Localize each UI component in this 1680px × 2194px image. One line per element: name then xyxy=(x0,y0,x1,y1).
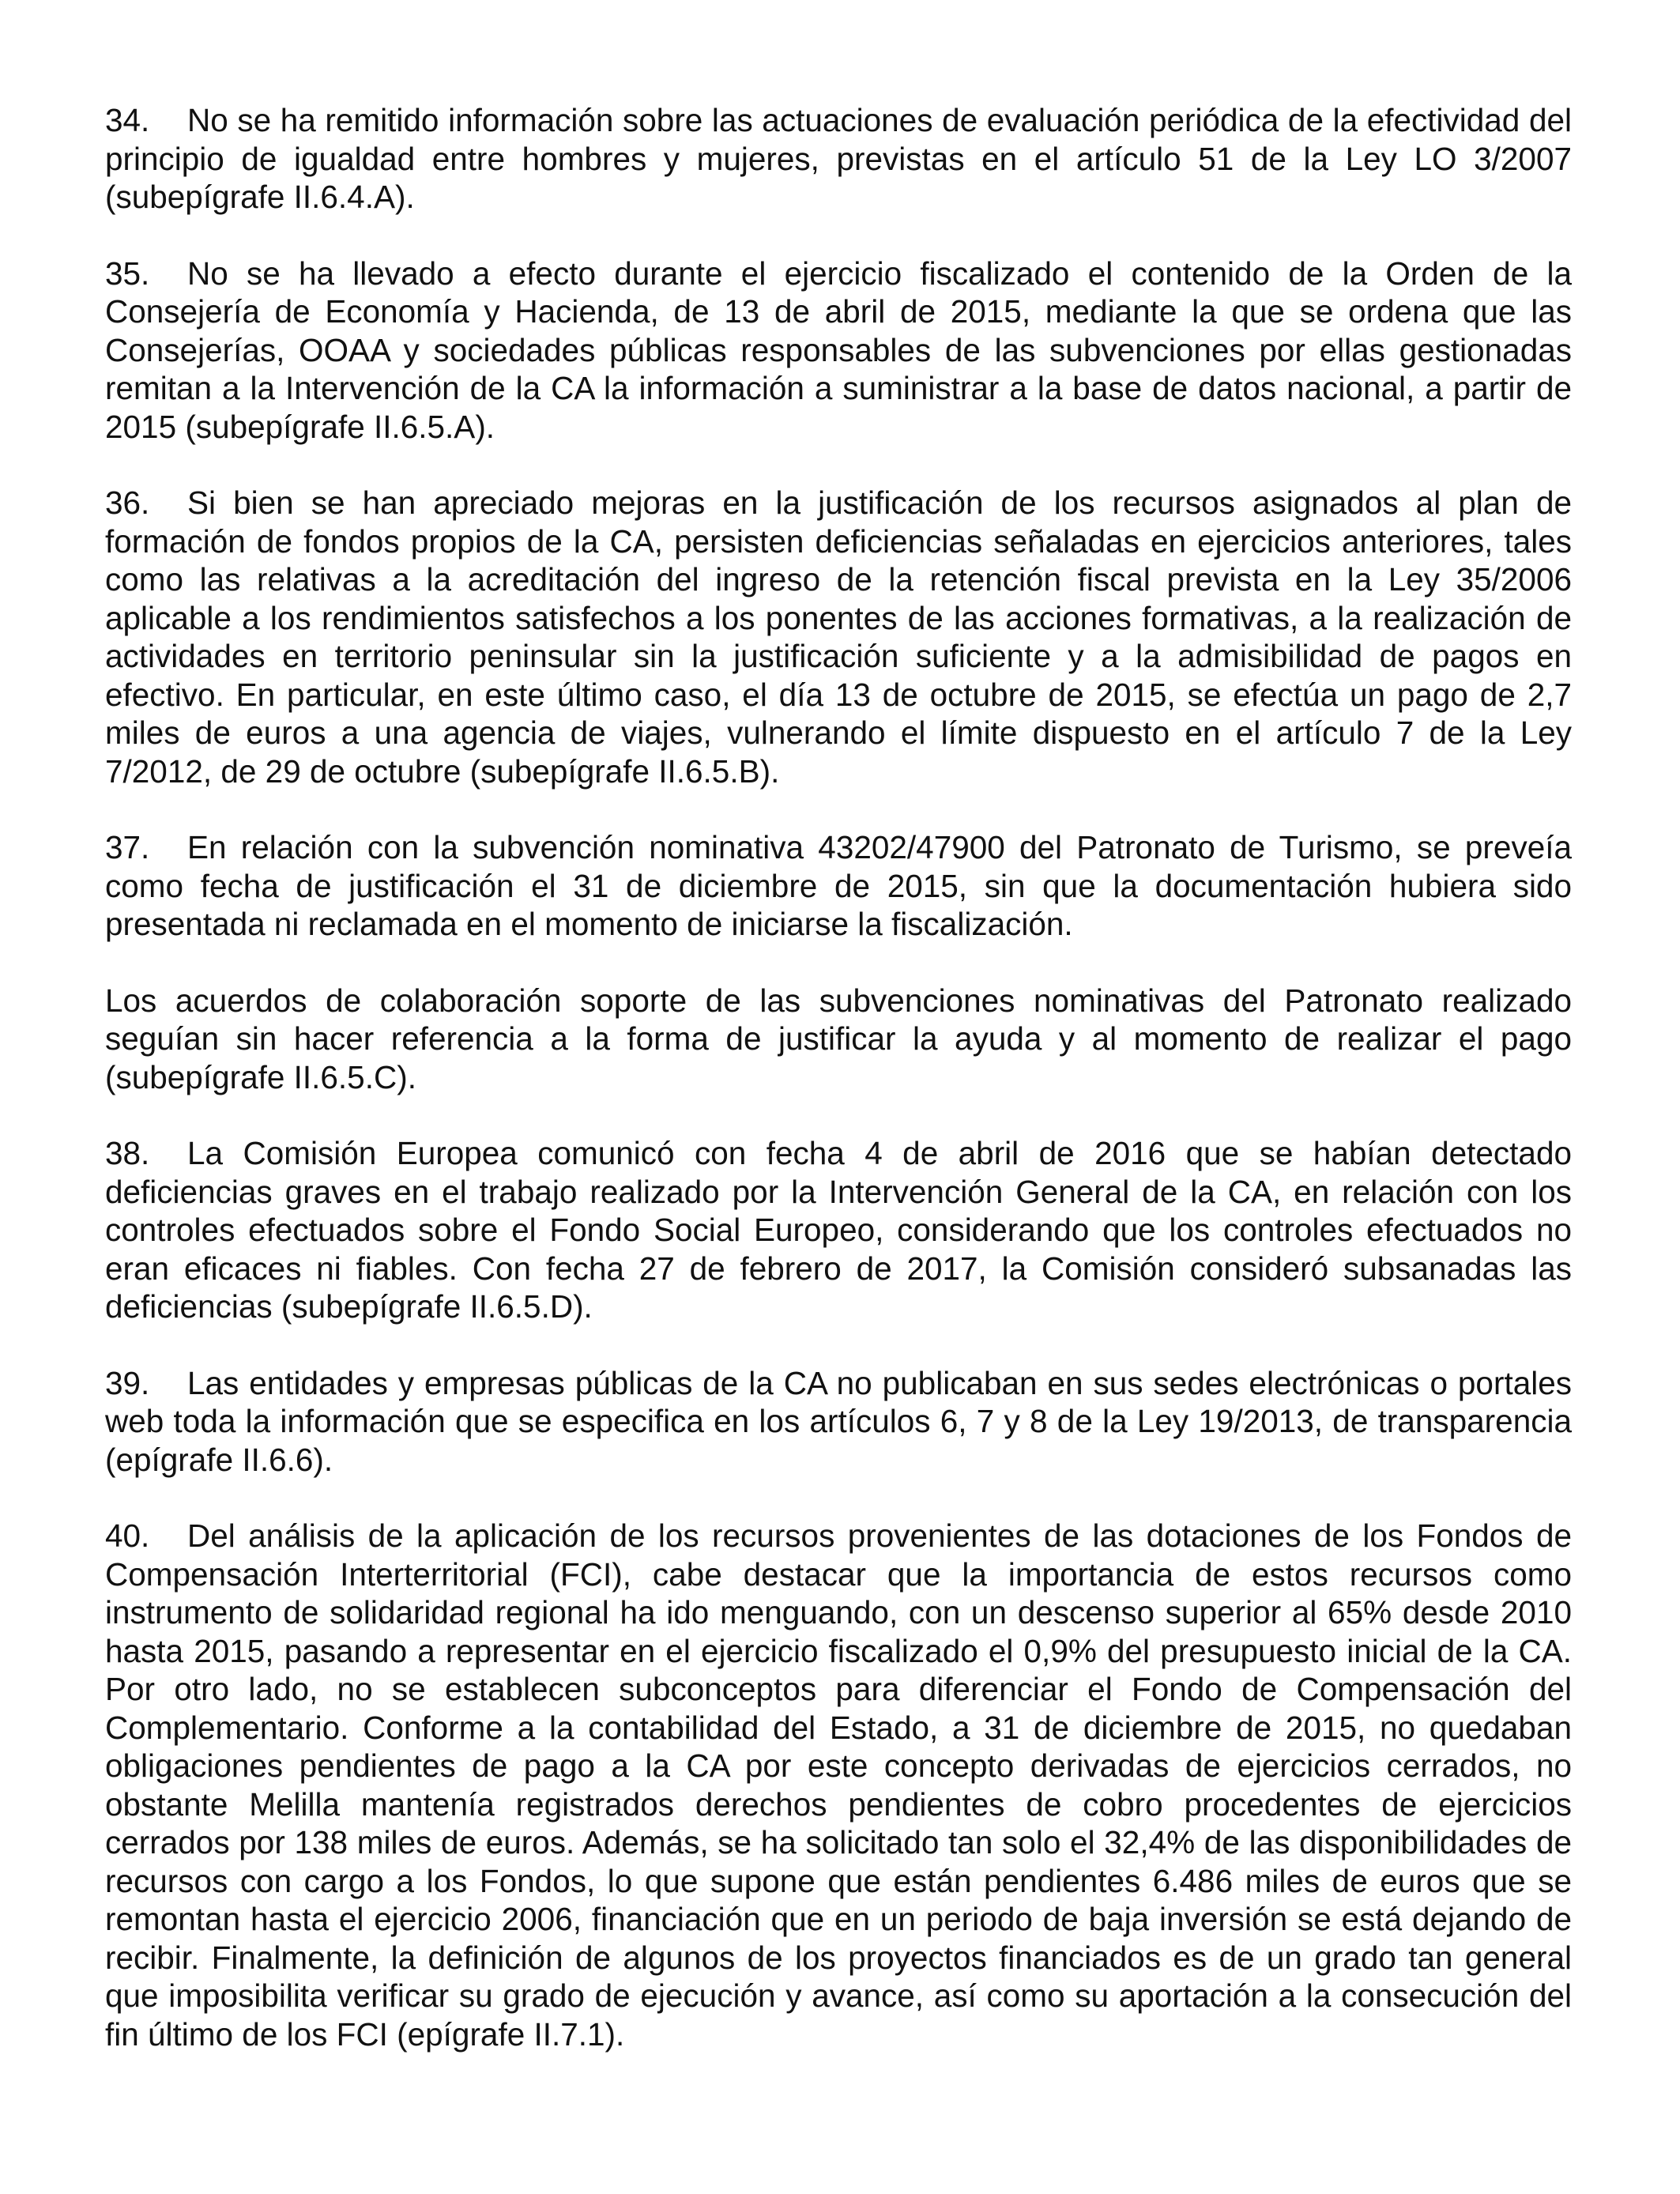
paragraph-text: Del análisis de la aplicación de los recursos provenientes de las dotaciones de los Fondos de Compensación Interterritorial (FCI), cabe destacar que la importancia de estos recursos como instrumento de solidaridad regional ha ido menguando, con un descenso superior al 65% desde 2010 hasta 2015, pasando a representar en el ejercicio fiscalizado el 0,9% del presupuesto inicial de la CA. Por otro lado, no se establecen subconceptos para diferenciar el Fondo de Compensación del Complementario. Conforme a la contabilidad del Estado, a 31 de diciembre de 2015, no quedaban obligaciones pendientes de pago a la CA por este concepto derivadas de ejercicios cerrados, no obstante Melilla mantenía registrados derechos pendientes de cobro procedentes de ejercicios cerrados por 138 miles de euros. Además, se ha solicitado tan solo el 32,4% de las disponibilidades de recursos con cargo a los Fondos, lo que supone que están pendientes 6.486 miles de euros que se remontan hasta el ejercicio 2006, financiación que en un periodo de baja inversión se está dejando de recibir. Finalmente, la definición de algunos de los proyectos financiados es de un grado tan general que imposibilita verificar su grado de ejecución y avance, así como su aportación a la consecución del fin último de los FCI (epígrafe II.7.1). xyxy=(105,1517,1572,2053)
paragraph-text: Los acuerdos de colaboración soporte de las subvenciones nominativas del Patronato realizado seguían sin hacer referencia a la forma de justificar la ayuda y al momento de realizar el pago (subepígrafe II.6.5.C). xyxy=(105,982,1572,1095)
paragraph-number: 40. xyxy=(105,1517,150,1554)
paragraph-number: 36. xyxy=(105,484,150,521)
paragraph-text: Si bien se han apreciado mejoras en la justificación de los recursos asignados al plan de formación de fondos propios de la CA, persisten deficiencias señaladas en ejercicios anteriores, tales como las relativas a la acreditación del ingreso de la retención fiscal prevista en la Ley 35/2006 aplicable a los rendimientos satisfechos a los ponentes de las acciones formativas, a la realización de actividades en territorio peninsular sin la justificación suficiente y a la admisibilidad de pagos en efectivo. En particular, en este último caso, el día 13 de octubre de 2015, se efectúa un pago de 2,7 miles de euros a una agencia de viajes, vulnerando el límite dispuesto en el artículo 7 de la Ley 7/2012, de 29 de octubre (subepígrafe II.6.5.B). xyxy=(105,484,1572,790)
paragraph-36 xyxy=(105,484,1572,790)
paragraph-text: Las entidades y empresas públicas de la CA no publicaban en sus sedes electrónicas o portales web toda la información que se especifica en los artículos 6, 7 y 8 de la Ley 19/2013, de transparencia (epígrafe II.6.6). xyxy=(105,1364,1572,1478)
paragraph-39 xyxy=(105,1364,1572,1480)
paragraph-number: 34. xyxy=(105,102,150,138)
paragraph-number: 38. xyxy=(105,1135,150,1171)
paragraph-40 xyxy=(105,1517,1572,2053)
document-page xyxy=(105,101,1572,2091)
paragraph-text: En relación con la subvención nominativa 43202/47900 del Patronato de Turismo, se preveía como fecha de justificación el 31 de diciembre de 2015, sin que la documentación hubiera sido presentada ni reclamada en el momento de iniciarse la fiscalización. xyxy=(105,829,1572,942)
paragraph-text: La Comisión Europea comunicó con fecha 4 de abril de 2016 que se habían detectado deficiencias graves en el trabajo realizado por la Intervención General de la CA, en relación con los controles efectuados sobre el Fondo Social Europeo, considerando que los controles efectuados no eran eficaces ni fiables. Con fecha 27 de febrero de 2017, la Comisión consideró subsanadas las deficiencias (subepígrafe II.6.5.D). xyxy=(105,1135,1572,1325)
paragraph-38 xyxy=(105,1134,1572,1326)
paragraph-34 xyxy=(105,101,1572,217)
paragraph-number: 39. xyxy=(105,1364,150,1401)
paragraph-number: 35. xyxy=(105,254,150,292)
paragraph-text: No se ha llevado a efecto durante el ejercicio fiscalizado el contenido de la Orden de la Consejería de Economía y Hacienda, de 13 de abril de 2015, mediante la que se ordena que las Consejerías, OOAA y sociedades públicas responsables de las subvenciones por ellas gestionadas remitan a la Intervención de la CA la información a suministrar a la base de datos nacional, a partir de 2015 (subepígrafe II.6.5.A). xyxy=(105,254,1572,445)
paragraph-35 xyxy=(105,254,1572,447)
paragraph-37-continuation xyxy=(105,982,1572,1097)
paragraph-number: 37. xyxy=(105,829,150,865)
paragraph-37 xyxy=(105,828,1572,944)
paragraph-text: No se ha remitido información sobre las actuaciones de evaluación periódica de la efectividad del principio de igualdad entre hombres y mujeres, previstas en el artículo 51 de la Ley LO 3/2007 (subepígrafe II.6.4.A). xyxy=(105,102,1572,215)
